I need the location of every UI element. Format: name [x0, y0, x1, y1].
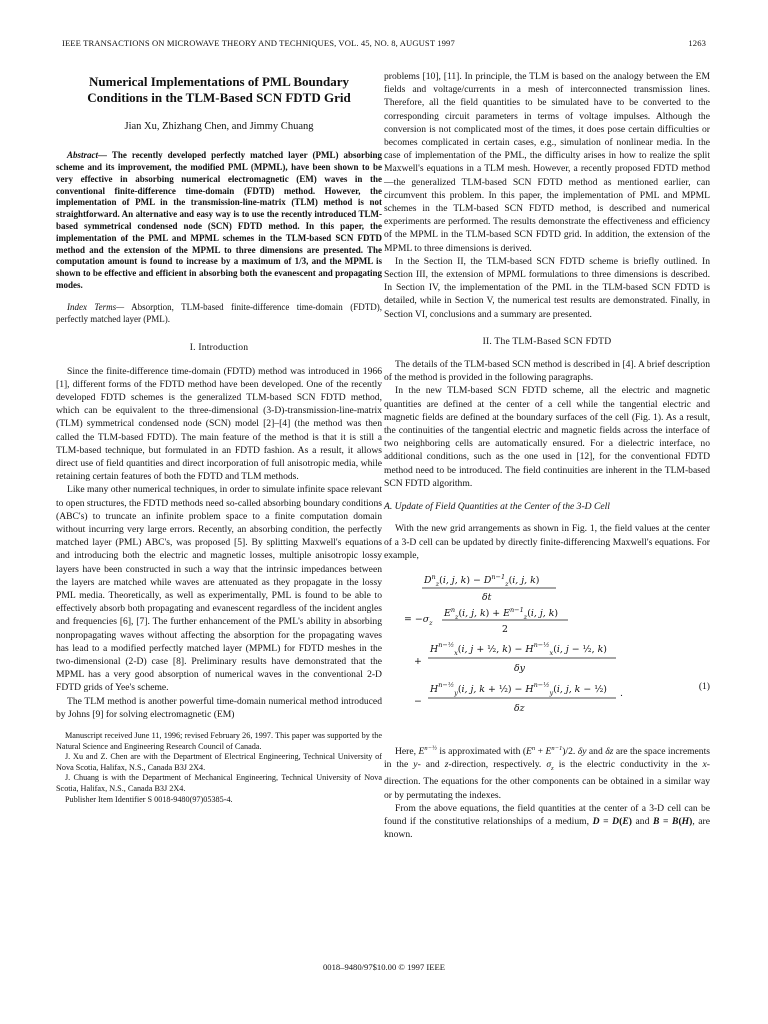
- footnote-affiliation-2: J. Chuang is with the Department of Mechanical Engineering, Technical University of Nova Scotia, Halifax, N.S., Canada B3J 2X4.: [56, 773, 382, 794]
- math-sigma-z: $\sigma_z$: [546, 759, 554, 773]
- abstract: [56, 150, 382, 292]
- abstract-label: Abstract—: [67, 150, 108, 161]
- math-b-of-h: B = B(H): [652, 816, 693, 828]
- right-paragraph-1: problems [10], [11]. In principle, the TLM is based on the analogy between the EM fields and voltage/currents in a mesh of interconnected transmission lines. Therefore, all the field quantities to be simulated have to be converted to the corresponding circuit parameters in terms of voltage impulses. Although the conversion is not complicated most of the times, it does pose certain difficulties or becomes complicated in certain cases, e.g., simulation of nonlinear media. In the case of implementation of the PML, the difficulty arises in how to realize the split Maxwell's equations in a TLM mesh. However, a recently proposed FDTD method—the generalized TLM-based SCN FDTD method as mentioned earlier, can circumvent this problem. In this paper, the implementation of PML and MPML schemes in the TLM-based SCN FDTD method, is described and numerical experiments are performed. The results demonstrate the effectiveness and efficiency of the MPML in the TLM-based SCN FDTD grid. In addition, the extension of the MPML to three dimensions is derived.: [384, 71, 710, 254]
- svg-text:Hn−½x(i, j + ½, k) − Hn−½x(i,: $H^{n-\frac{1}{2}}_x(i$, j + ½, $k) - H^{n-\frac{1}{2}}_x(i$, j − ½, k): [430, 640, 607, 657]
- text-span: is the electric conductivity in the: [553, 759, 703, 771]
- footnote-manuscript: Manuscript received June 11, 1996; revised February 26, 1997. This paper was supported by the Natural Science and Engineering Research Council of Canada.: [56, 731, 382, 751]
- left-column: [56, 70, 382, 805]
- section2-paragraph-1: The details of the TLM-based SCN method is described in [4]. A brief description of the method is provided in the following paragraphs.: [384, 359, 710, 384]
- svg-text:2: 2: [502, 623, 508, 635]
- paper-title: [56, 74, 382, 106]
- text-span: is approximated with: [436, 746, 523, 758]
- subsection-a-paragraph-1: With the new grid arrangements as shown in Fig. 1, the field values at the center of a 3-D cell can be updated by directly finite-differencing Maxwell's equations. For example,: [384, 523, 710, 561]
- svg-text:δz: δz: [514, 702, 525, 714]
- svg-text:−: −: [414, 695, 422, 707]
- svg-text:δy: δy: [514, 662, 525, 674]
- text-span: .: [572, 746, 578, 758]
- text-span: -direction. The equations for the other components can be obtained in a similar way or by permutating the indexes.: [384, 759, 710, 801]
- text-span: - and: [417, 759, 445, 771]
- authors: Jian Xu, Zhizhang Chen, and Jimmy Chuang: [124, 121, 314, 132]
- page-number: 1263: [688, 38, 706, 48]
- section-heading-introduction: I. Introduction: [189, 342, 249, 354]
- svg-text:Dnz(i, j, k) − Dn−1z(i, j, k): $D^n_z(i$, j, $k) - D^{n-1}_z(i$, j, k): [424, 572, 540, 588]
- math-dy-dz: δy: [577, 746, 587, 758]
- equation-number: (1): [698, 680, 710, 692]
- math-y: y: [413, 759, 418, 771]
- equation-1-figure: [384, 572, 710, 734]
- title-line-1: Numerical Implementations of PML Boundary: [89, 74, 349, 89]
- svg-text:+: +: [414, 655, 422, 667]
- index-terms-text: Absorption, TLM-based finite-difference time-domain (FDTD), perfectly matched layer (PML).: [56, 301, 382, 324]
- intro-paragraph-2: Like many other numerical techniques, in order to simulate infinite space relevant to open structures, the FDTD methods need so-called absorbing boundary conditions (ABC's) to truncate an infinite problem space to a finite computation domain without incurring very large errors. Recently, an absorbing condition, the perfectly matched layer (PML) ABC's, was proposed [5]. By splitting Maxwell's equations and introducing both the electric and magnetic losses, multiple anisotropic lossy layers have been constructed in such a way that the intrinsic impedances between the layers are matched while waves are attenuated as they propagate in the lossy PML media. Theoretically, as well as experimentally, PML is found to be able to effectively absorb both propagating and evanescent regardless of the incident angles and frequencies [6], [7]. The further enhancement of the PML's ability in absorbing nonpropagating waves without affecting the absorption for the propagating waves has lead to a modified perfectly matched layer (MPML) for FDTD meshes in the two-dimensional (2-D) case [8]. Preliminary results have demonstrated that the MPML has a very good absorption of numerical waves in the conventional 2-D FDTD grids of Yee's scheme.: [56, 484, 382, 694]
- right-paragraph-2: In the Section II, the TLM-based SCN FDTD scheme is briefly outlined. In Section III, the extension of MPML formulations to three dimensions is described. In Section IV, the implementation of the PML in the TLM-based SCN FDTD is detailed, while in Section V, the numerical test results are demonstrated. Finally, in Section VI, conclusions and a summary are presented.: [384, 255, 710, 320]
- index-terms-label: Index Terms—: [67, 301, 125, 312]
- section-heading-2: II. The TLM-Based SCN FDTD: [482, 335, 612, 347]
- math-d-of-e: D = D(E): [592, 816, 632, 828]
- text-span: and: [631, 816, 653, 828]
- svg-text:Enz(i, j, k) + En−1z(i, j, k): $E^n_z(i$, j, $k) + E^{n-1}_z(i$, j, k): [444, 605, 559, 621]
- svg-text:.: .: [620, 687, 623, 699]
- text-span: , are known.: [384, 816, 711, 841]
- svg-text:Hn−½y(i, j, k + ½) − Hn−½y(i,: $H^{n-\frac{1}{2}}_y(i$, j, k + ½) − $H^{n-\frac{1}{2}}_y(i$, j, k − ½): [430, 680, 607, 697]
- math-x: x: [702, 759, 707, 771]
- footnote-affiliation-1: J. Xu and Z. Chen are with the Department of Electrical Engineering, Technical University of Nova Scotia, Halifax, N.S., Canada B3J 2X4.: [56, 752, 382, 772]
- subsection-heading-a: A. Update of Field Quantities at the Center of the 3-D Cell: [384, 501, 610, 513]
- math-z: z: [444, 759, 449, 771]
- index-terms: [56, 302, 382, 326]
- right-column: [384, 70, 710, 841]
- section2-paragraph-2: In the new TLM-based SCN FDTD scheme, all the electric and magnetic quantities are defined at the center of a cell while the tangential electric and magnetic fields are defined at the boundary surfaces of the cell (Fig. 1). As a result, the continuities of the tangential electric and magnetic fields across the interface of two neighboring cells are automatically ensured. For a dielectric interface, no additional conditions, such as the one used in [12], for the conventional FDTD method need to be introduced. The field continuities are inherent in the TLM-based SCN FDTD algorithm.: [384, 385, 710, 489]
- text-span: From the above equations, the field quantities at the center of a 3-D cell can be found if the constitutive relationships of a medium,: [384, 802, 710, 828]
- svg-text:δt: δt: [482, 591, 492, 603]
- math-average: $(E^n + E^{n-1})/2$: [522, 744, 573, 758]
- text-span: Here,: [395, 746, 419, 758]
- equation-1: [384, 572, 710, 734]
- copyright-footer: 0018–9480/97$10.00 © 1997 IEEE: [322, 962, 446, 972]
- text-span: -direction, respectively.: [448, 759, 547, 771]
- after-equation-paragraph-2: [384, 802, 710, 842]
- math-e-half: $E^{n-\frac{1}{2}}$: [418, 744, 437, 758]
- journal-name: IEEE TRANSACTIONS ON MICROWAVE THEORY AND TECHNIQUES, VOL. 45, NO. 8, AUGUST 1997: [62, 38, 455, 48]
- after-equation-paragraph-1: Here, $E^{n-\frac{1}{2}}$ is approximated with $(E^n + E^{n-1})/2$. δy and δz are the space increments in the y- and z-direction, respectively. $\sigma_z$ is the electric conductivity in the x-direction. The equations for the other components can be obtained in a similar way or by permutating the indexes.: [384, 744, 710, 801]
- title-line-2: Conditions in the TLM-Based SCN FDTD Grid: [87, 90, 351, 105]
- svg-text:= −σz: = $-\sigma_z$: [404, 613, 433, 627]
- text-span: are the space increments in the: [384, 746, 710, 771]
- running-head: [62, 38, 706, 48]
- footnote-publisher-id: Publisher Item Identifier S 0018-9480(97)05385-4.: [65, 794, 233, 804]
- footnotes: [56, 731, 382, 805]
- intro-paragraph-3: The TLM method is another powerful time-domain numerical method introduced by Johns [9] for solving electromagnetic (EM): [56, 695, 382, 720]
- abstract-text: The recently developed perfectly matched layer (PML) absorbing scheme and its improvement, the modified PML (MPML), have been shown to be very effective in absorbing numerical electromagnetic (EM) waves in the conventional finite-difference time-domain (FDTD) method. However, the implementation of PML in the transmission-line-matrix (TLM) method is not straightforward. An alternative and easy way is to use the recently introduced TLM-based symmetrical condensed node (SCN) FDTD method. In this paper, the implementation of the PML and MPML schemes in the TLM-based SCN FDTD method and the extension of the MPML to three dimensions are presented. The computation amount is found to increase by a maximum of 1/3, and the MPML is shown to be effective and efficient in absorbing both the evanescent and propagating modes.: [56, 150, 382, 290]
- intro-paragraph-1: Since the finite-difference time-domain (FDTD) method was introduced in 1966 [1], different forms of the FDTD method have been developed. One of the recently developed FDTD schemes is the generalized TLM-based SCN FDTD method, which can be equivalent to the three-dimensional (3-D)-transmission-line-matrix (TLM) symmetrical condensed node (SCN) model [2]–[4] (the method was then called the TLM-based FDTD). The main feature of the method is that it is still a TLM-based technique, but formulated in an FDTD fashion. As a result, it allows direct use of field quantities and direct incorporation of full anisotropic media, while retaining certain features of both the FDTD and TLM methods.: [56, 365, 382, 483]
